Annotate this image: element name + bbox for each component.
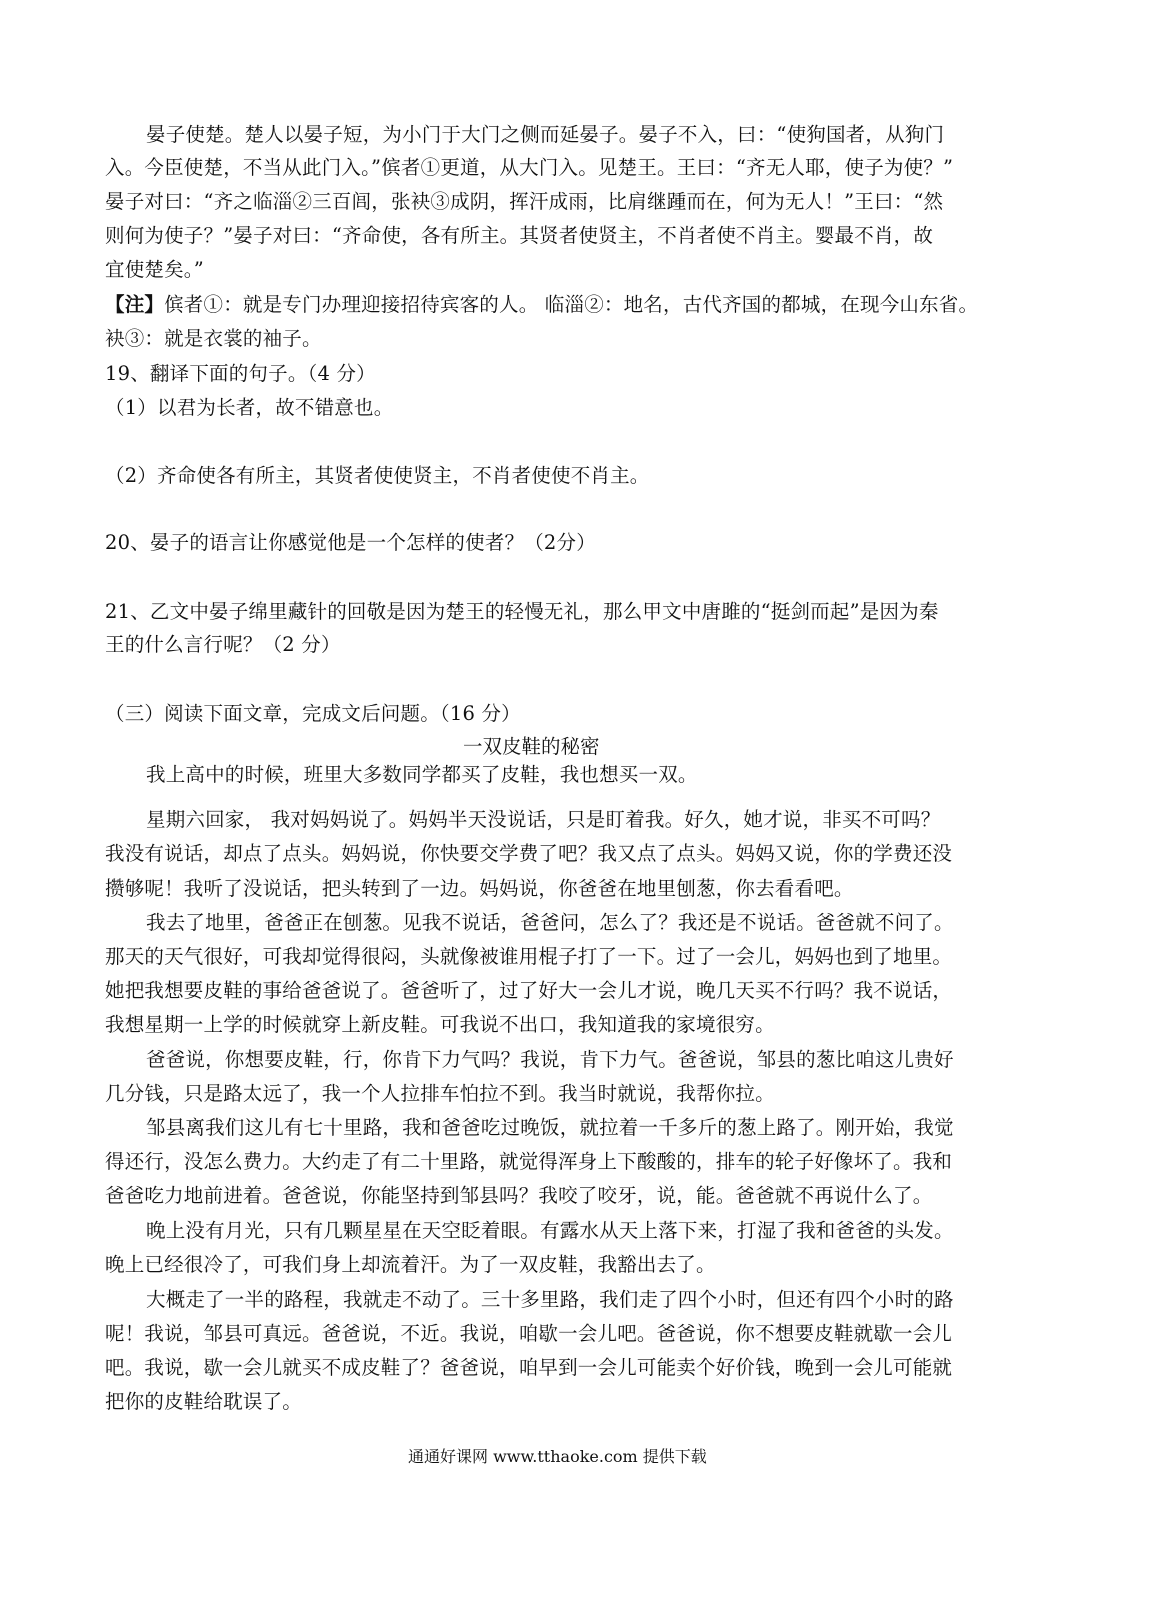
article-line: 我上高中的时候，班里大多数同学都买了皮鞋，我也想买一双。 [146, 763, 698, 786]
section-header: （三）阅读下面文章，完成文后问题。（16 分） [105, 702, 521, 725]
question-19-item-1: （1）以君为长者，故不错意也。 [105, 396, 394, 419]
article-line: 那天的天气很好，可我却觉得很闷，头就像被谁用棍子打了一下。过了一会儿，妈妈也到了地里。 [105, 945, 953, 968]
note-text: 傧者①：就是专门办理迎接招待宾客的人。 临淄②：地名，古代齐国的都城，在现今山东省。 [164, 293, 979, 316]
annotation-note [105, 292, 978, 318]
article-line: 爸爸吃力地前进着。爸爸说，你能坚持到邹县吗？我咬了咬牙，说，能。爸爸就不再说什么了。 [105, 1184, 933, 1207]
article-line: 吧。我说，歇一会儿就买不成皮鞋了？爸爸说，咱早到一会儿可能卖个好价钱，晚到一会儿可能就 [105, 1356, 953, 1379]
note-label: 【注】 [105, 293, 165, 316]
article-line: 晚上没有月光，只有几颗星星在天空眨着眼。有露水从天上落下来，打湿了我和爸爸的头发。 [146, 1219, 954, 1242]
article-line: 星期六回家， 我对妈妈说了。妈妈半天没说话，只是盯着我。好久，她才说，非买不可吗？ [146, 808, 941, 831]
question-21: 21、乙文中晏子绵里藏针的回敬是因为楚王的轻慢无礼，那么甲文中唐雎的“挺剑而起”是因为秦 [105, 600, 939, 623]
article-line: 得还行，没怎么费力。大约走了有二十里路，就觉得浑身上下酸酸的，排车的轮子好像坏了。我和 [105, 1150, 953, 1173]
question-21-continued: 王的什么言行呢？（2 分） [105, 633, 341, 656]
article-line: 呢！我说，邹县可真远。爸爸说，不近。我说，咱歇一会儿吧。爸爸说，你不想要皮鞋就歇一会儿 [105, 1322, 953, 1345]
article-line: 我去了地里，爸爸正在刨葱。见我不说话，爸爸问，怎么了？我还是不说话。爸爸就不问了。 [146, 911, 954, 934]
passage-line: 宜使楚矣。” [105, 258, 204, 281]
article-line: 我没有说话，却点了点头。妈妈说，你快要交学费了吧？我又点了点头。妈妈又说，你的学费还没 [105, 842, 953, 865]
question-19-item-2: （2）齐命使各有所主，其贤者使使贤主，不肖者使使不肖主。 [105, 464, 650, 487]
article-line: 她把我想要皮鞋的事给爸爸说了。爸爸听了，过了好大一会儿才说，晚几天买不行吗？我不说话， [105, 979, 953, 1002]
passage-line: 入。今臣使楚，不当从此门入。”傧者①更道，从大门入。见楚王。王曰：“齐无人耶，使子为使？” [105, 156, 954, 179]
passage-line: 晏子对曰：“齐之临淄②三百闾，张袂③成阴，挥汗成雨，比肩继踵而在，何为无人！”王曰：“然 [105, 190, 944, 213]
question-20: 20、晏子的语言让你感觉他是一个怎样的使者？（2分） [105, 531, 596, 554]
article-line: 攒够呢！我听了没说话，把头转到了一边。妈妈说，你爸爸在地里刨葱，你去看看吧。 [105, 877, 854, 900]
article-line: 晚上已经很冷了，可我们身上却流着汗。为了一双皮鞋，我豁出去了。 [105, 1253, 716, 1276]
page-footer: 通通好课网 www.tthaoke.com 提供下载 [408, 1447, 707, 1466]
annotation-note-continued: 袂③：就是衣裳的袖子。 [105, 327, 322, 350]
article-line: 邹县离我们这儿有七十里路，我和爸爸吃过晚饭，就拉着一千多斤的葱上路了。刚开始，我觉 [146, 1116, 954, 1139]
article-line: 爸爸说，你想要皮鞋，行，你肯下力气吗？我说，肯下力气。爸爸说，邹县的葱比咱这儿贵好 [146, 1048, 954, 1071]
article-line: 几分钱，只是路太远了，我一个人拉排车怕拉不到。我当时就说，我帮你拉。 [105, 1082, 775, 1105]
passage-line: 晏子使楚。楚人以晏子短，为小门于大门之侧而延晏子。晏子不入，曰：“使狗国者，从狗门 [146, 123, 945, 146]
article-line: 我想星期一上学的时候就穿上新皮鞋。可我说不出口，我知道我的家境很穷。 [105, 1013, 775, 1036]
question-19: 19、翻译下面的句子。（4 分） [105, 362, 376, 385]
passage-line: 则何为使子？”晏子对曰：“齐命使，各有所主。其贤者使贤主，不肖者使不肖主。婴最不肖，故 [105, 224, 934, 247]
article-title: 一双皮鞋的秘密 [463, 735, 600, 758]
article-line: 把你的皮鞋给耽误了。 [105, 1390, 303, 1413]
article-line: 大概走了一半的路程，我就走不动了。三十多里路，我们走了四个小时，但还有四个小时的路 [146, 1288, 954, 1311]
